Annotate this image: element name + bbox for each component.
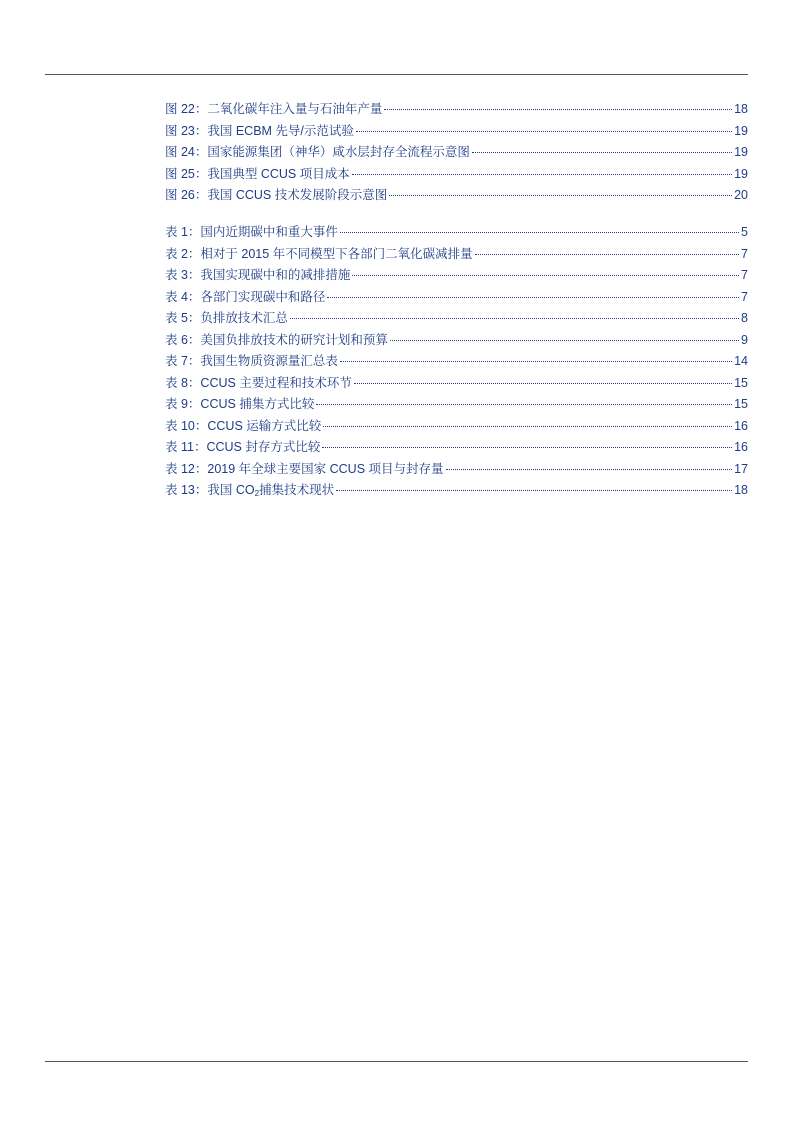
toc-entry-label: 图 24：国家能源集团（神华）咸水层封存全流程示意图 (165, 145, 470, 159)
toc-entry-label: 表 10：CCUS 运输方式比较 (165, 418, 322, 433)
toc-page-number: 18 (734, 483, 748, 497)
toc-leader-dots (475, 254, 739, 255)
toc-entry[interactable] (165, 394, 748, 416)
toc-entry[interactable] (165, 351, 748, 373)
toc-page-number: 7 (741, 246, 748, 261)
header-rule (45, 74, 748, 75)
toc-leader-dots (384, 109, 732, 110)
toc-entry-label: 表 2：相对于 2015 年不同模型下各部门二氧化碳减排量 (165, 246, 473, 261)
toc-entry-label: 表 7：我国生物质资源量汇总表 (165, 354, 338, 368)
toc-leader-dots (352, 275, 739, 276)
figure-list (165, 99, 748, 207)
toc-page-number: 15 (734, 397, 748, 411)
toc-entry[interactable] (165, 121, 748, 143)
toc-entry-label: 图 25：我国典型 CCUS 项目成本 (165, 166, 350, 181)
toc-leader-dots (389, 195, 732, 196)
toc-leader-dots (336, 490, 732, 491)
toc-page-number: 16 (734, 440, 748, 454)
toc-leader-dots (316, 404, 732, 405)
toc-page-number: 20 (734, 188, 748, 202)
toc-leader-dots (327, 297, 739, 298)
toc-entry[interactable] (165, 185, 748, 207)
toc-page-number: 5 (741, 225, 748, 239)
toc-page-number: 7 (741, 289, 748, 304)
toc-entry-label: 表 4：各部门实现碳中和路径 (165, 289, 326, 304)
toc-page-number: 15 (734, 375, 748, 390)
table-list (165, 222, 748, 502)
toc-page-number: 7 (741, 268, 748, 282)
toc-entry-label: 表 1：国内近期碳中和重大事件 (165, 225, 338, 239)
toc-entry-label: 表 13：我国 $CO_2$捕集技术现状 (165, 483, 335, 498)
toc-entry[interactable] (165, 330, 748, 352)
toc-entry-label: 表 9：CCUS 捕集方式比较 (165, 397, 315, 411)
toc-entry[interactable] (165, 265, 748, 287)
toc-leader-dots (340, 361, 732, 362)
toc-entry-label: 表 11：CCUS 封存方式比较 (165, 440, 321, 454)
toc-page-number: 18 (734, 102, 748, 116)
toc-entry-label: 图 23：我国 ECBM 先导/示范试验 (165, 123, 354, 138)
toc-entry-label: 表 5：负排放技术汇总 (165, 311, 288, 325)
toc-leader-dots (356, 131, 732, 132)
toc-leader-dots (352, 174, 732, 175)
toc-entry-label: 图 22：二氧化碳年注入量与石油年产量 (165, 102, 383, 116)
toc-entry[interactable] (165, 287, 748, 309)
toc-leader-dots (472, 152, 732, 153)
toc-leader-dots (322, 447, 732, 448)
toc-entry-label: 表 12：2019 年全球主要国家 CCUS 项目与封存量 (165, 461, 444, 476)
toc-entry-label: 图 26：我国 CCUS 技术发展阶段示意图 (165, 188, 388, 202)
footer-rule (45, 1061, 748, 1062)
toc-entry[interactable] (165, 244, 748, 266)
toc-page-number: 19 (734, 166, 748, 181)
toc-leader-dots (390, 340, 739, 341)
toc-entry[interactable] (165, 99, 748, 121)
toc-entry-label: 表 6：美国负排放技术的研究计划和预算 (165, 332, 388, 347)
toc-page-number: 14 (734, 354, 748, 368)
toc-entry[interactable] (165, 416, 748, 438)
toc-page-number: 17 (734, 461, 748, 476)
toc-page-number: 19 (734, 123, 748, 138)
toc-leader-dots (354, 383, 732, 384)
toc-entry[interactable] (165, 437, 748, 459)
toc-page-number: 9 (741, 332, 748, 347)
toc-entry[interactable] (165, 459, 748, 481)
toc-entry[interactable] (165, 142, 748, 164)
toc-page-number: 16 (734, 418, 748, 433)
toc-entry-label: 表 8：CCUS 主要过程和技术环节 (165, 375, 352, 390)
toc-entry[interactable] (165, 373, 748, 395)
toc-leader-dots (446, 469, 733, 470)
toc-entry[interactable] (165, 164, 748, 186)
toc-leader-dots (290, 318, 739, 319)
toc-leader-dots (340, 232, 739, 233)
toc-page-number: 19 (734, 145, 748, 159)
toc-entry[interactable] (165, 308, 748, 330)
toc-page-number: 8 (741, 311, 748, 325)
toc-entry[interactable] (165, 222, 748, 244)
toc-entry-label: 表 3：我国实现碳中和的减排措施 (165, 268, 351, 282)
toc-entry[interactable] (165, 480, 748, 502)
toc-leader-dots (323, 426, 732, 427)
